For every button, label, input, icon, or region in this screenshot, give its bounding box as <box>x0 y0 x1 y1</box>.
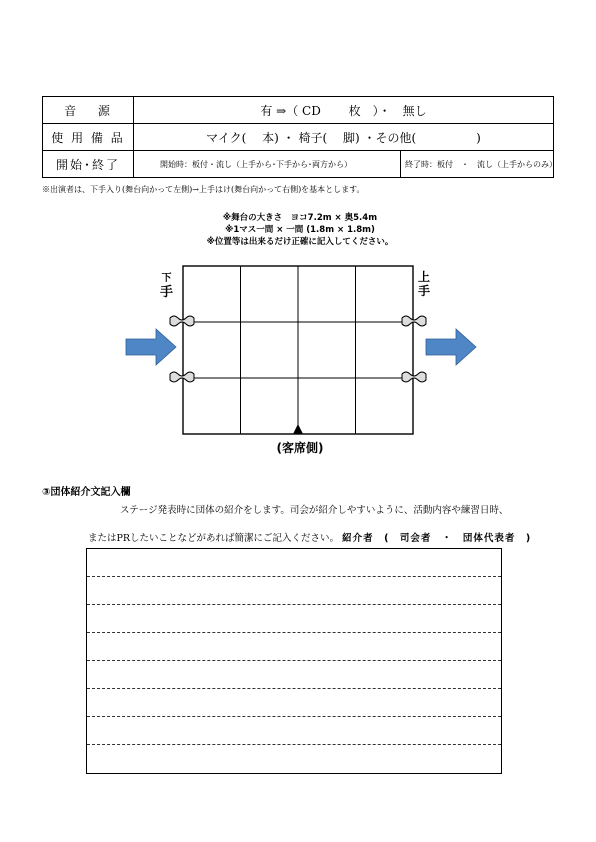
close-value[interactable]: 終了時：板付 ・ 流し（上手からのみ） <box>401 151 554 178</box>
introduction-writing-box[interactable] <box>86 548 502 774</box>
writing-line[interactable] <box>87 744 501 745</box>
sound-label: 音 源 <box>43 97 134 124</box>
entry-arrow-icon <box>126 329 176 365</box>
audience-label: (客席側) <box>276 441 324 455</box>
introducer-choice[interactable]: 紹介者 ( 司会者 ・ 団体代表者 ) <box>342 533 532 544</box>
writing-line[interactable] <box>87 604 501 605</box>
open-value[interactable]: 開始時：板付・流し（上手から･下手から･両方から） <box>134 151 401 178</box>
stage-position-line: ※位置等は出来るだけ正確に記入してください。 <box>206 237 394 247</box>
entry-exit-note: ※出演者は、下手入り(舞台向かって左側)→上手はけ(舞台向かって右側)を基本とします。 <box>42 185 365 194</box>
stage-diagram[interactable] <box>120 262 480 452</box>
intro-line2-text: またはPRしたいことなどがあれば簡潔にご記入ください。 <box>88 533 340 544</box>
writing-line[interactable] <box>87 576 501 577</box>
stage-info <box>180 212 420 248</box>
section3-intro-line1: ステージ発表時に団体の紹介をします。司会が紹介しやすいように、活動内容や練習日時、 <box>120 505 509 516</box>
section3-intro-line2 <box>88 530 531 544</box>
open-close-row <box>43 151 554 178</box>
writing-line[interactable] <box>87 632 501 633</box>
sound-row <box>43 97 554 124</box>
stage-size-line: ※舞台の大きさ ヨコ7.2m × 奥5.4m <box>222 213 378 223</box>
equipment-value[interactable]: マイク( 本) ・ 椅子( 脚) ・その他( ) <box>134 124 554 151</box>
writing-line[interactable] <box>87 716 501 717</box>
sound-value[interactable]: 有 ⇒（ CD 枚 ）・ 無し <box>134 97 554 124</box>
stage-right-label: 上 手 <box>418 270 431 298</box>
stage-left-label: 下 手 <box>160 273 174 300</box>
open-close-label: 開始･終了 <box>43 151 134 178</box>
equipment-label: 使 用 備 品 <box>43 124 134 151</box>
writing-line[interactable] <box>87 660 501 661</box>
info-table <box>42 96 557 178</box>
stage-grid-line: ※1マス一間 × 一間 (1.8m × 1.8m) <box>225 225 375 235</box>
section3-title: ③団体紹介文記入欄 <box>42 487 131 498</box>
writing-line[interactable] <box>87 688 501 689</box>
exit-arrow-icon <box>426 329 476 365</box>
equipment-row <box>43 124 554 151</box>
